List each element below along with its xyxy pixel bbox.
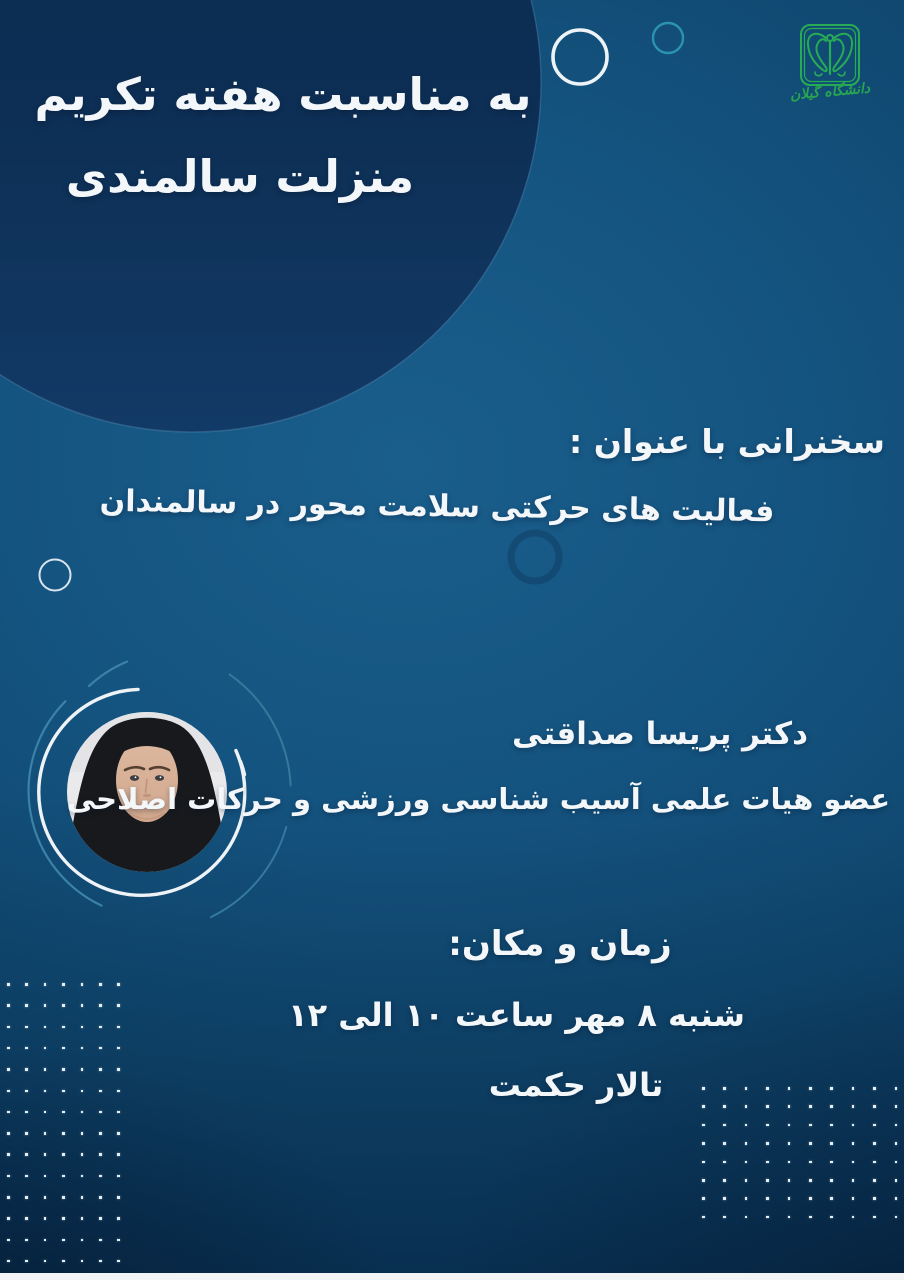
occasion-title-line1: به مناسبت هفته تکریم (34, 68, 532, 121)
schedule-heading: زمان و مکان: (448, 924, 672, 964)
decorative-ring-faint (511, 533, 559, 581)
university-logo-name: دانشگاه گیلان (789, 80, 871, 104)
lecture-topic: فعالیت های حرکتی سلامت محور در سالمندان (99, 483, 775, 530)
corner-blob (0, 0, 541, 432)
occasion-title-line2: منزلت سالمندی (65, 150, 415, 203)
decorative-circle-teal-top (653, 23, 683, 53)
schedule-venue: تالار حکمت (488, 1066, 664, 1104)
bottom-white-strip (0, 1273, 904, 1280)
schedule-datetime: شنبه ۸ مهر ساعت ۱۰ الی ۱۲ (288, 996, 745, 1034)
speaker-name: دکتر پریسا صداقتی (511, 716, 808, 752)
lecture-heading: سخنرانی با عنوان : (569, 422, 885, 461)
decorative-circle-white-top (553, 30, 607, 84)
decorative-circle-white-left (40, 560, 71, 591)
speaker-affiliation: عضو هیات علمی آسیب شناسی ورزشی و حرکات اصلاحی (66, 782, 890, 816)
